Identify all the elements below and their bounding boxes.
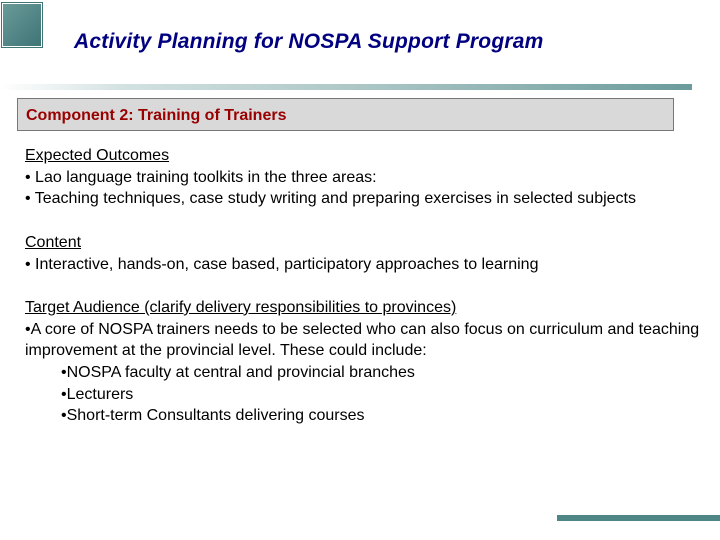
- expected-outcomes-heading: Expected Outcomes: [25, 147, 170, 164]
- spacer: [25, 210, 705, 232]
- target-audience-item: •Short-term Consultants delivering courses: [61, 407, 365, 425]
- title-divider: [0, 84, 692, 90]
- decorative-square: [2, 3, 42, 47]
- target-audience-item: •NOSPA faculty at central and provincial branches: [61, 364, 415, 381]
- target-audience-intro: •A core of NOSPA trainers needs to be selected who can also focus on curriculum and teaching improvement at the provincial level. These could include:: [25, 320, 700, 360]
- content-heading: Content: [25, 233, 82, 251]
- slide-title: Activity Planning for NOSPA Support Program: [74, 30, 544, 53]
- component-heading-box: [17, 98, 674, 131]
- footer-accent-bar: [557, 515, 720, 521]
- target-audience-item: •Lecturers: [61, 385, 134, 403]
- expected-outcome-item: • Teaching techniques, case study writing and preparing exercises in selected subjects: [25, 190, 636, 208]
- component-heading: Component 2: Training of Trainers: [26, 107, 287, 124]
- target-audience-heading: Target Audience (clarify delivery responsibilities to provinces): [25, 298, 457, 316]
- expected-outcome-item: • Lao language training toolkits in the three areas:: [25, 168, 377, 186]
- spacer: [25, 275, 705, 297]
- slide-body: [25, 145, 705, 427]
- content-item: • Interactive, hands-on, case based, participatory approaches to learning: [25, 255, 539, 273]
